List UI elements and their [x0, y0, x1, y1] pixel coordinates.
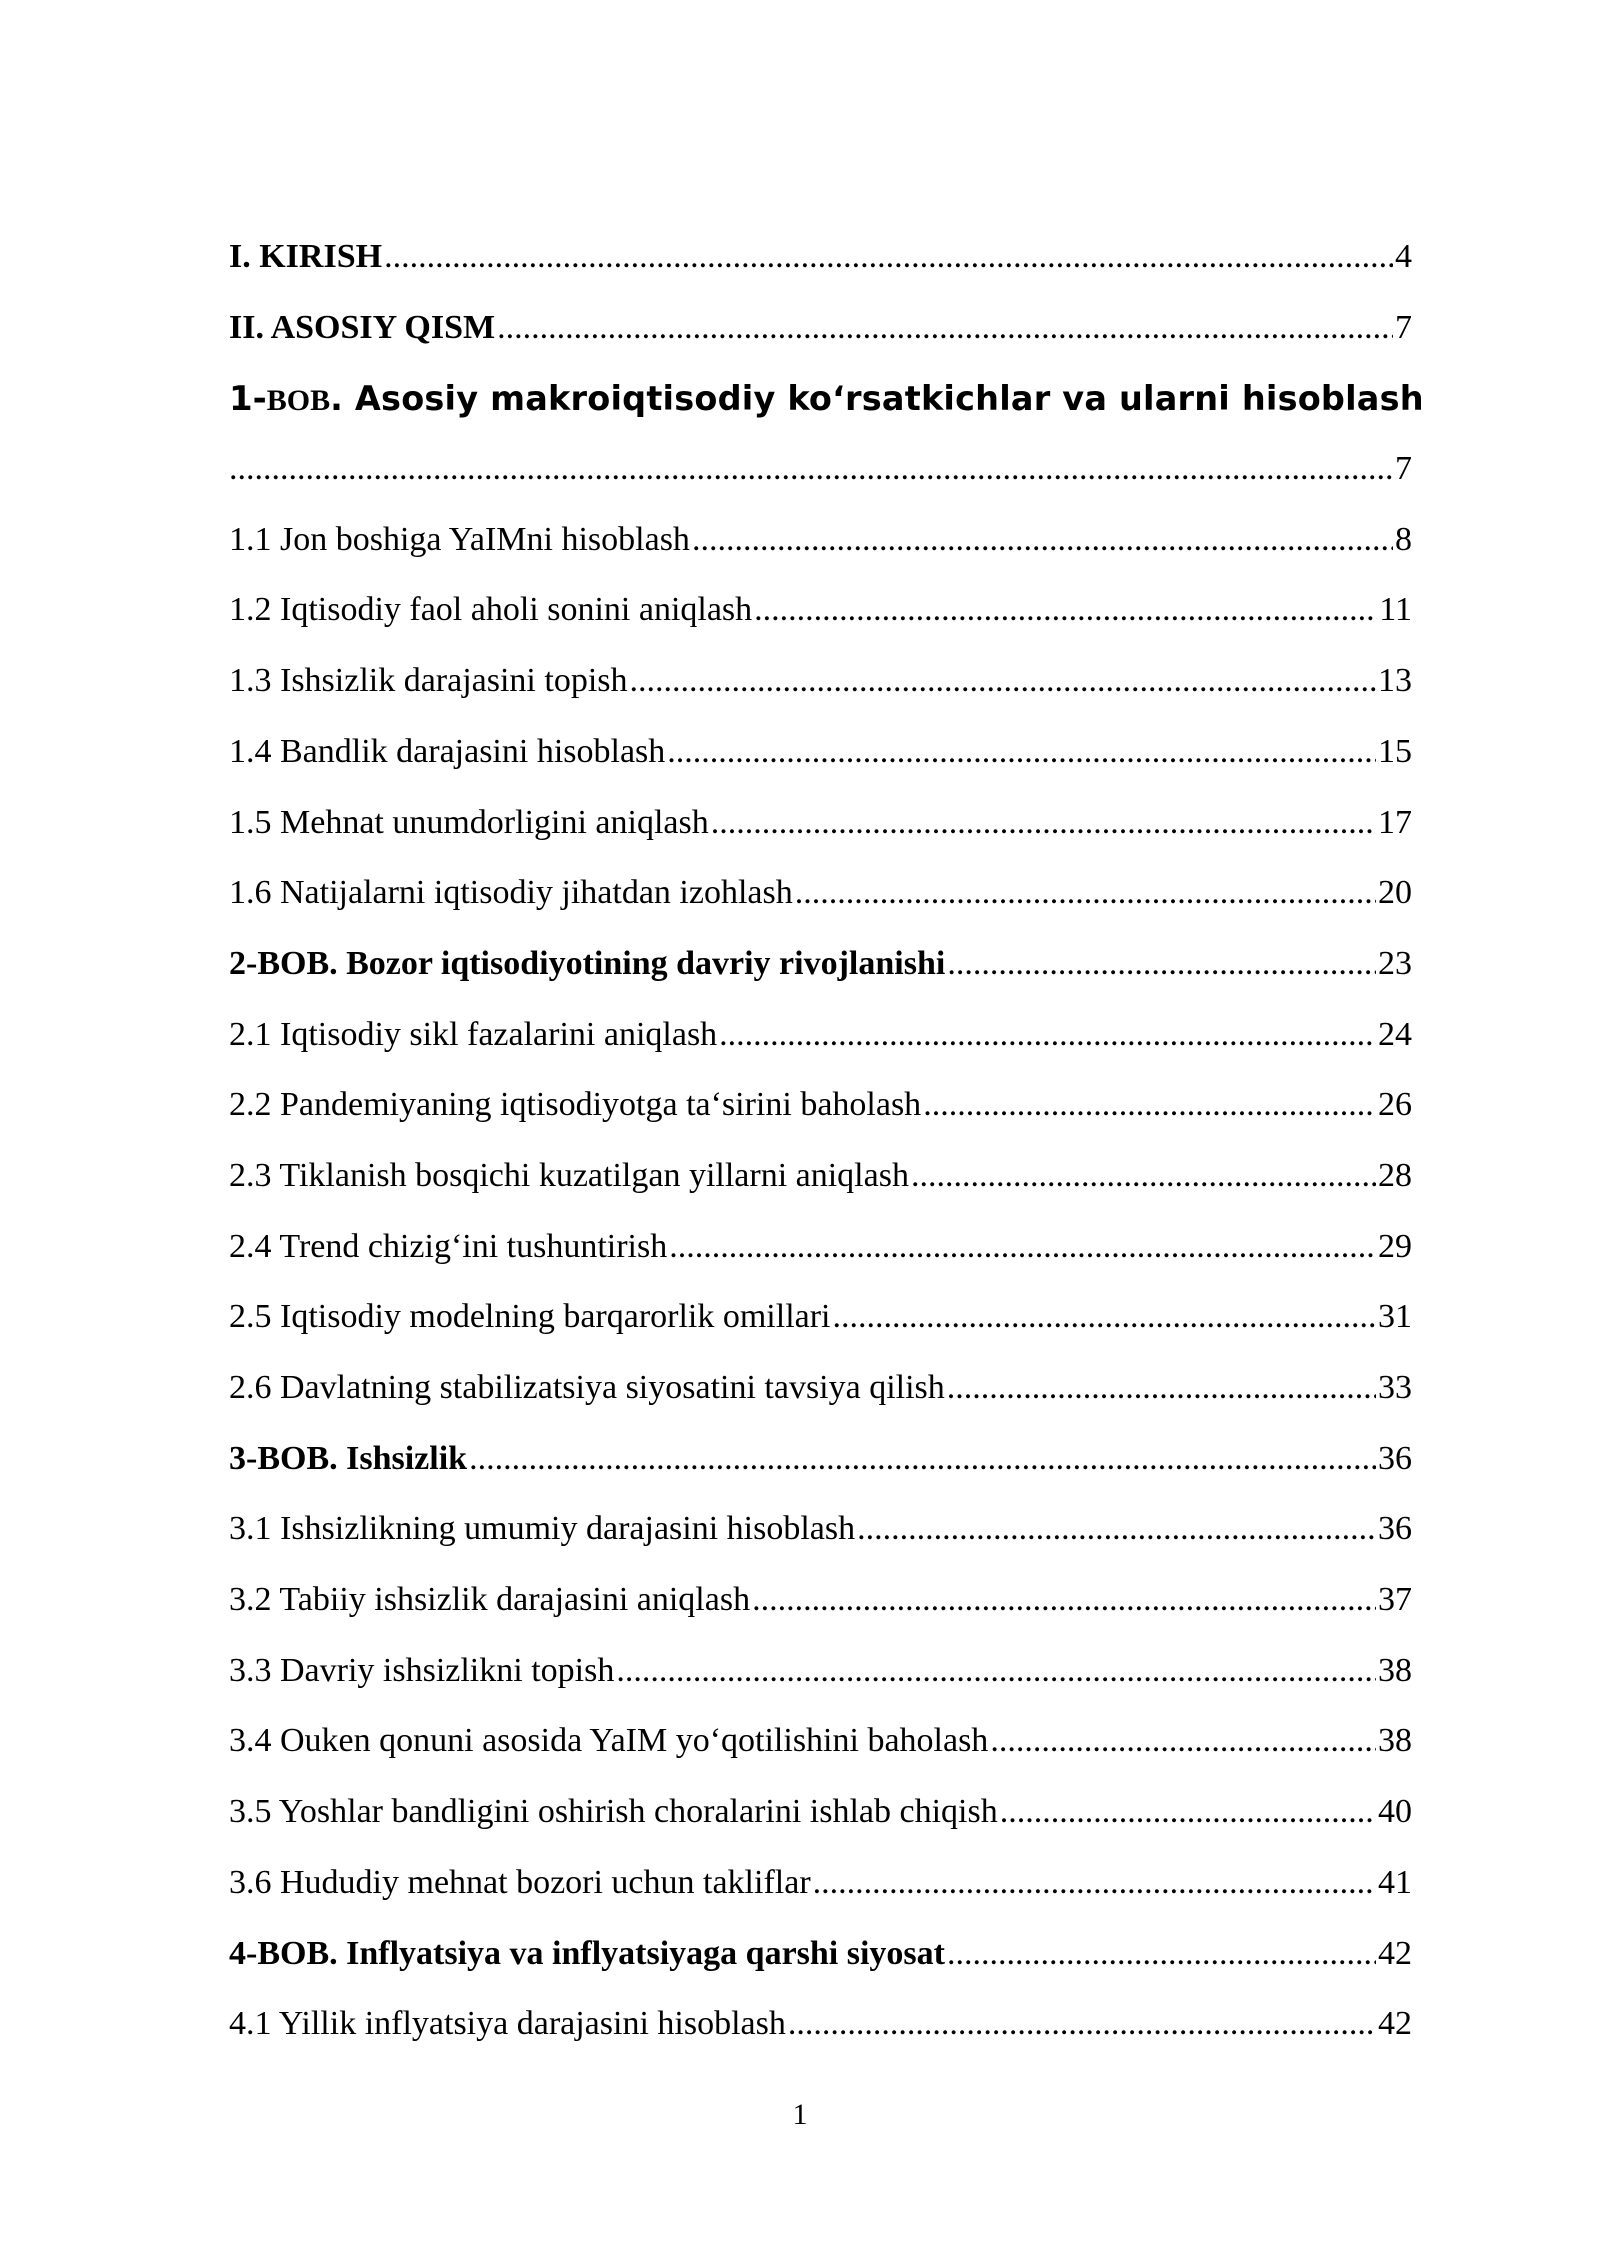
toc-entry-page: 26: [1378, 1086, 1412, 1124]
toc-chapter-title-text: . Asosiy makroiqtisodiy koʻrsatkichlar va ularni hisoblash: [330, 379, 1424, 419]
toc-leader-dots: [469, 1424, 1376, 1495]
toc-entry-label: 3-BOB. Ishsizlik: [229, 1439, 468, 1477]
toc-entry-1-3[interactable]: [229, 646, 1412, 717]
toc-leader-dots: [788, 1989, 1376, 2060]
toc-entry-2-2[interactable]: [229, 1070, 1412, 1141]
toc-entry-page: 24: [1378, 1015, 1412, 1053]
toc-entry-2-4[interactable]: [229, 1212, 1412, 1283]
toc-entry-chapter-4[interactable]: [229, 1919, 1412, 1990]
toc-entry-label: 1.3 Ishsizlik darajasini topish: [229, 662, 628, 700]
toc-leader-dots: [857, 1494, 1376, 1565]
toc-leader-dots: [497, 293, 1393, 364]
toc-entry-3-1[interactable]: [229, 1494, 1412, 1565]
toc-chapter-1-leader: [229, 434, 1412, 505]
toc-leader-dots: [667, 717, 1376, 788]
toc-entry-page: 4: [1395, 238, 1412, 275]
toc-chapter-prefix: 1-: [229, 379, 267, 420]
toc-entry-page: 23: [1378, 944, 1412, 982]
toc-entry-kirish[interactable]: [229, 222, 1412, 293]
toc-entry-label: 1.1 Jon boshiga YaIMni hisoblash: [229, 520, 690, 558]
toc-leader-dots: [752, 1565, 1376, 1636]
toc-entry-4-1[interactable]: [229, 1989, 1412, 2060]
toc-entry-2-3[interactable]: [229, 1141, 1412, 1212]
toc-entry-page: 38: [1378, 1722, 1412, 1760]
toc-entry-label: 4-BOB. Inflyatsiya va inflyatsiyaga qarshi siyosat: [229, 1934, 945, 1972]
toc-entry-page: 20: [1378, 874, 1412, 912]
toc-entry-page: 36: [1378, 1510, 1412, 1548]
toc-entry-page: 29: [1378, 1227, 1412, 1265]
toc-leader-dots: [616, 1636, 1376, 1707]
toc-entry-chapter-3[interactable]: [229, 1424, 1412, 1495]
toc-entry-label: 3.3 Davriy ishsizlikni topish: [229, 1651, 615, 1689]
toc-entry-label: 2.4 Trend chizigʻini tushuntirish: [229, 1227, 668, 1265]
toc-entry-label: 3.5 Yoshlar bandligini oshirish choralarini ishlab chiqish: [229, 1793, 998, 1831]
toc-leader-dots: [813, 1848, 1376, 1919]
toc-leader-dots: [947, 1919, 1376, 1990]
page-number: 1: [792, 2098, 808, 2131]
toc-entry-2-5[interactable]: [229, 1282, 1412, 1353]
toc-entry-label: 3.6 Hududiy mehnat bozori uchun takliflar: [229, 1863, 811, 1901]
toc-entry-label: 1.2 Iqtisodiy faol aholi sonini aniqlash: [229, 591, 753, 629]
toc-entry-page: 28: [1378, 1156, 1412, 1194]
toc-entry-page: 31: [1378, 1298, 1412, 1336]
toc-leader-dots: [669, 1212, 1376, 1283]
toc-entry-page: 15: [1378, 732, 1412, 770]
toc-leader-dots: [1000, 1777, 1376, 1848]
toc-entry-3-6[interactable]: [229, 1848, 1412, 1919]
toc-entry-3-2[interactable]: [229, 1565, 1412, 1636]
toc-entry-page: 8: [1395, 520, 1412, 558]
toc-entry-label: 2.1 Iqtisodiy sikl fazalarini aniqlash: [229, 1015, 718, 1053]
toc-entry-label: I. KIRISH: [229, 238, 383, 275]
table-of-contents: [229, 222, 1424, 2060]
toc-entry-label: 1.4 Bandlik darajasini hisoblash: [229, 732, 666, 770]
toc-entry-3-3[interactable]: [229, 1636, 1412, 1707]
toc-entry-1-4[interactable]: [229, 717, 1412, 788]
toc-entry-3-5[interactable]: [229, 1777, 1412, 1848]
toc-leader-dots: [692, 505, 1393, 576]
toc-entry-page: 7: [1395, 450, 1412, 488]
toc-entry-page: 42: [1378, 2005, 1412, 2043]
toc-leader-dots: [923, 1070, 1376, 1141]
toc-chapter-prefix-bob: BOB: [266, 384, 331, 418]
toc-leader-dots: [754, 575, 1377, 646]
toc-leader-dots: [947, 929, 1376, 1000]
toc-entry-1-1[interactable]: [229, 505, 1412, 576]
toc-entry-label: 1.6 Natijalarni iqtisodiy jihatdan izohlash: [229, 874, 793, 912]
toc-leader-dots: [229, 434, 1393, 505]
toc-entry-page: 38: [1378, 1651, 1412, 1689]
toc-entry-page: 11: [1379, 591, 1412, 629]
toc-entry-label: 2.6 Davlatning stabilizatsiya siyosatini tavsiya qilish: [229, 1369, 945, 1407]
toc-entry-label: II. ASOSIY QISM: [229, 308, 496, 346]
toc-entry-label: 4.1 Yillik inflyatsiya darajasini hisoblash: [229, 2005, 786, 2043]
toc-leader-dots: [384, 222, 1393, 293]
toc-entry-page: 33: [1378, 1369, 1412, 1407]
toc-entry-label: 2.5 Iqtisodiy modelning barqarorlik omillari: [229, 1298, 831, 1336]
toc-leader-dots: [630, 646, 1376, 717]
toc-leader-dots: [833, 1282, 1376, 1353]
toc-entry-2-6[interactable]: [229, 1353, 1412, 1424]
toc-entry-label: 2.2 Pandemiyaning iqtisodiyotga taʻsirini baholash: [229, 1086, 922, 1124]
toc-leader-dots: [719, 1000, 1376, 1071]
toc-entry-label: 3.4 Ouken qonuni asosida YaIM yoʻqotilishini baholash: [229, 1722, 989, 1760]
toc-entry-chapter-1[interactable]: [229, 363, 1424, 504]
toc-leader-dots: [795, 858, 1376, 929]
toc-leader-dots: [711, 788, 1376, 859]
toc-entry-1-2[interactable]: [229, 575, 1412, 646]
toc-entry-page: 17: [1378, 803, 1412, 841]
toc-entry-page: 40: [1378, 1793, 1412, 1831]
toc-entry-page: 36: [1378, 1439, 1412, 1477]
toc-entry-page: 13: [1378, 662, 1412, 700]
toc-entry-label: 3.2 Tabiiy ishsizlik darajasini aniqlash: [229, 1581, 751, 1619]
toc-leader-dots: [990, 1706, 1376, 1777]
toc-leader-dots: [947, 1353, 1376, 1424]
toc-entry-label: 3.1 Ishsizlikning umumiy darajasini hisoblash: [229, 1510, 856, 1548]
toc-entry-label: 1.5 Mehnat unumdorligini aniqlash: [229, 803, 709, 841]
toc-entry-3-4[interactable]: [229, 1706, 1412, 1777]
toc-entry-label: 2-BOB. Bozor iqtisodiyotining davriy rivojlanishi: [229, 944, 946, 982]
toc-entry-page: 41: [1378, 1863, 1412, 1901]
toc-entry-chapter-2[interactable]: [229, 929, 1412, 1000]
toc-entry-asosiy-qism[interactable]: [229, 293, 1412, 364]
toc-entry-page: 42: [1378, 1934, 1412, 1972]
toc-entry-2-1[interactable]: [229, 1000, 1412, 1071]
toc-leader-dots: [911, 1141, 1376, 1212]
toc-chapter-1-title: [229, 363, 1424, 434]
toc-entry-page: 7: [1395, 308, 1412, 346]
toc-entry-1-6[interactable]: [229, 858, 1412, 929]
toc-entry-1-5[interactable]: [229, 788, 1412, 859]
toc-entry-label: 2.3 Tiklanish bosqichi kuzatilgan yillarni aniqlash: [229, 1156, 909, 1194]
toc-entry-page: 37: [1378, 1581, 1412, 1619]
